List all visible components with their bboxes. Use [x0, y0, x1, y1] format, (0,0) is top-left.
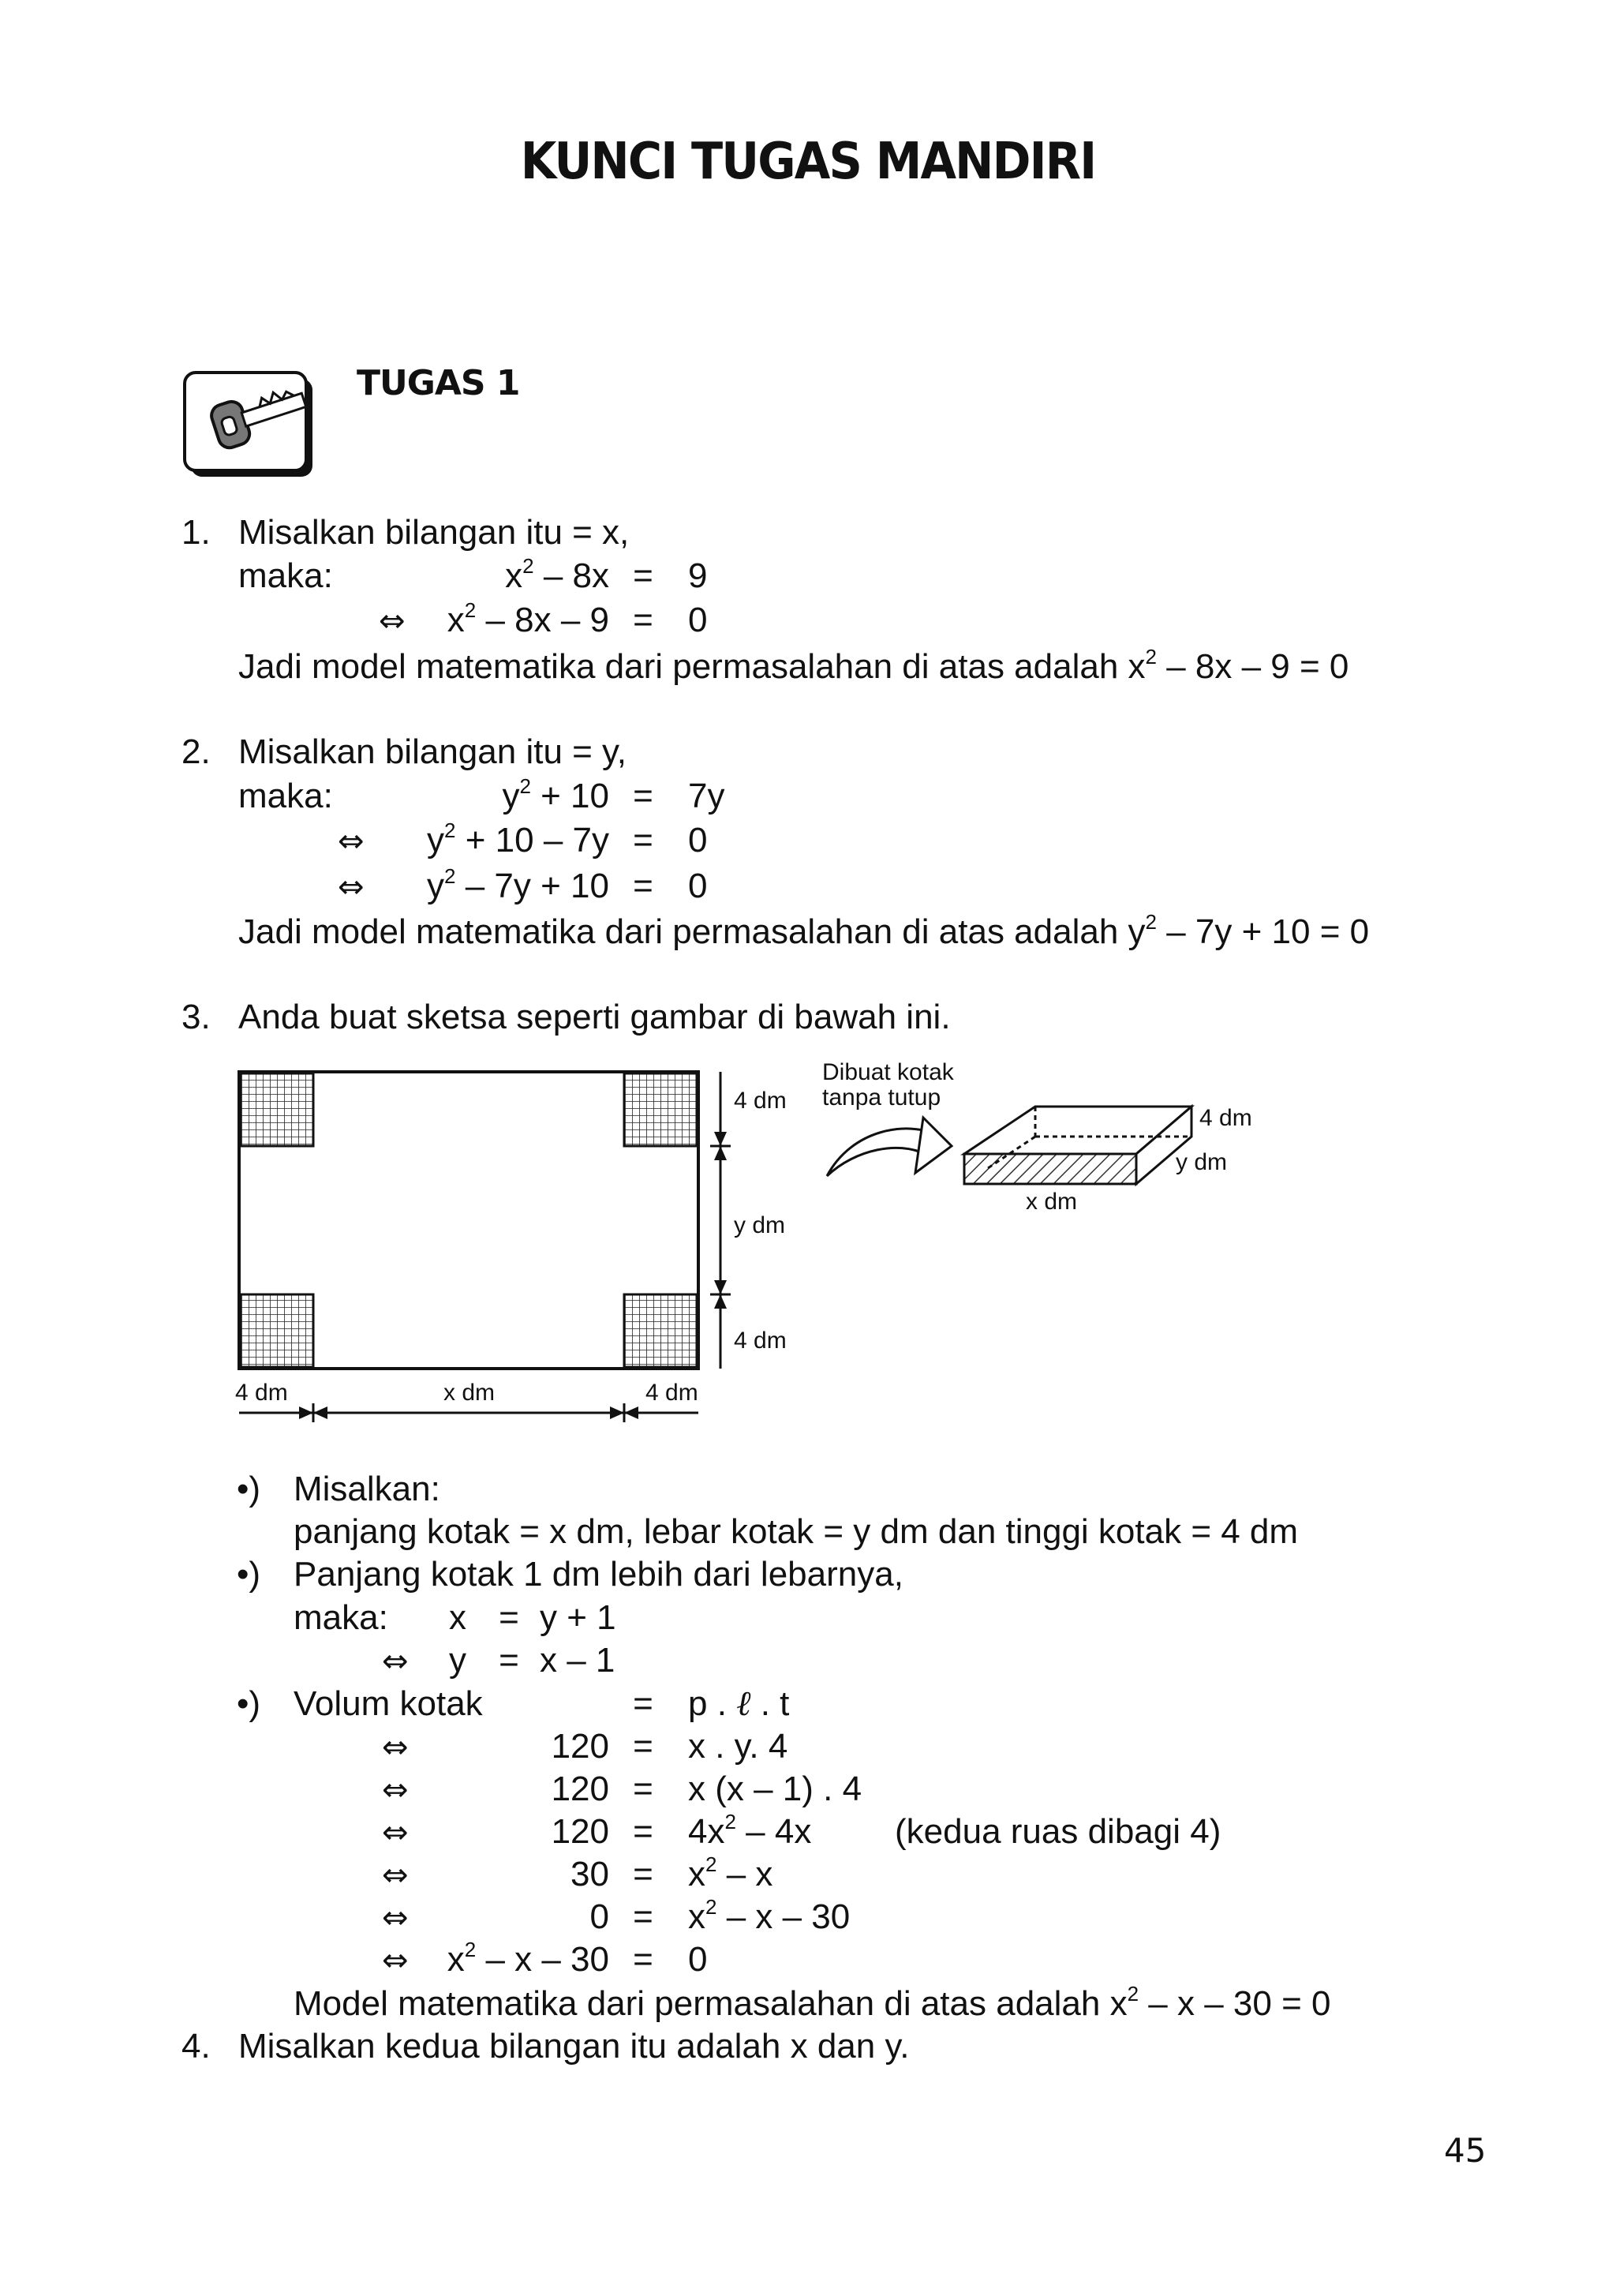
- corner-square: [624, 1294, 697, 1367]
- open-box: [964, 1107, 1191, 1184]
- label-bottom-height: 4 dm: [734, 1328, 787, 1354]
- q1-row1-rhs: 9: [688, 556, 708, 595]
- b2-row1-eq: =: [499, 1598, 519, 1637]
- q2-conclusion: Jadi model matematika dari permasalahan di atas adalah $y^2 - 7y + 10 = 0$: [238, 910, 1370, 951]
- b3-row4-lhs: 30: [570, 1855, 609, 1893]
- q3-intro: Anda buat sketsa seperti gambar di bawah ini.: [238, 998, 951, 1036]
- q2-maka: maka:: [238, 777, 333, 815]
- label-length: x dm: [443, 1380, 496, 1406]
- b1-text: panjang kotak = x dm, lebar kotak = y dm dan tinggi kotak = 4 dm: [294, 1512, 1299, 1551]
- label-right-corner: 4 dm: [645, 1380, 698, 1406]
- b3-last-lhs: $x^2$ – x – 30: [447, 1938, 609, 1979]
- bullet-marker: •): [237, 1555, 261, 1594]
- b2-maka: maka:: [294, 1598, 388, 1637]
- b3-first-eq: =: [633, 1684, 653, 1723]
- q2-row3-lhs: $y^2 - 7y + 10$: [427, 864, 609, 905]
- corner-square: [241, 1294, 313, 1367]
- box-label-height: 4 dm: [1199, 1105, 1252, 1131]
- q4-text: Misalkan kedua bilangan itu adalah x dan y.: [238, 2027, 910, 2066]
- iff-icon: ⇔: [382, 1942, 409, 1979]
- b3-row3-lhs: 120: [551, 1812, 609, 1851]
- q2-row2-lhs: $y^2 + 10 - 7y$: [427, 818, 609, 860]
- iff-icon: ⇔: [338, 869, 365, 905]
- corner-square: [241, 1073, 313, 1146]
- b3-row1-rhs: x . y. 4: [688, 1727, 788, 1766]
- q3-number: 3.: [181, 998, 211, 1036]
- b3-last-eq: =: [633, 1940, 653, 1979]
- b3-row4-eq: =: [633, 1855, 653, 1893]
- b2-row1-lhs: x: [449, 1598, 466, 1637]
- iff-icon: ⇔: [382, 1772, 409, 1808]
- bullet-marker: •): [237, 1470, 261, 1508]
- q4-number: 4.: [181, 2027, 211, 2066]
- q1-maka: maka:: [238, 556, 333, 595]
- corner-square: [624, 1073, 697, 1146]
- b2-row2-eq: =: [499, 1641, 519, 1680]
- b3-row1-eq: =: [633, 1727, 653, 1766]
- q1-number: 1.: [181, 513, 211, 552]
- b3-row3-eq: =: [633, 1812, 653, 1851]
- q1-row1-eq: =: [633, 556, 653, 595]
- b3-row4-rhs: $x^2$ – x: [688, 1852, 773, 1893]
- b2-row1-rhs: y + 1: [540, 1598, 616, 1637]
- iff-icon: ⇔: [338, 823, 365, 860]
- b3-row1-lhs: 120: [551, 1727, 609, 1766]
- b3-title: Volum kotak: [294, 1684, 483, 1723]
- b3-row5-rhs: $x^2$ – x – 30: [688, 1895, 851, 1936]
- b3-last-rhs: 0: [688, 1940, 708, 1979]
- q1-row2-rhs: 0: [688, 601, 708, 639]
- b3-row5-lhs: 0: [589, 1897, 609, 1936]
- b3-row2-rhs: x (x – 1) . 4: [688, 1770, 862, 1808]
- b2-title: Panjang kotak 1 dm lebih dari lebarnya,: [294, 1555, 903, 1594]
- q1-intro: Misalkan bilangan itu = x,: [238, 513, 630, 552]
- q2-row3-rhs: 0: [688, 867, 708, 905]
- q2-number: 2.: [181, 732, 211, 771]
- q2-row1-rhs: 7y: [688, 777, 725, 815]
- b3-first-rhs: p . ℓ . t: [688, 1684, 790, 1724]
- b3-row3-note: (kedua ruas dibagi 4): [895, 1812, 1221, 1851]
- q2-row1-lhs: $y^2 + 10$: [502, 774, 609, 815]
- section-heading: TUGAS 1: [357, 363, 520, 403]
- b3-row2-eq: =: [633, 1770, 653, 1808]
- b2-row2-lhs: y: [449, 1641, 466, 1680]
- b3-row3-rhs: $4x^2 - 4x$: [688, 1810, 812, 1851]
- caption-line-2: tanpa tutup: [822, 1084, 941, 1111]
- q2-row2-rhs: 0: [688, 821, 708, 860]
- label-width: y dm: [734, 1212, 786, 1238]
- b3-row2-lhs: 120: [551, 1770, 609, 1808]
- q1-row2-eq: =: [633, 601, 653, 639]
- q2-row2-eq: =: [633, 821, 653, 860]
- iff-icon: ⇔: [382, 1815, 409, 1851]
- b2-row2-rhs: x – 1: [540, 1641, 615, 1680]
- iff-icon: ⇔: [382, 1857, 409, 1893]
- b1-title: Misalkan:: [294, 1470, 440, 1508]
- b3-row5-eq: =: [633, 1897, 653, 1936]
- q3-conclusion: Model matematika dari permasalahan di atas adalah $x^2 - x - 30 = 0$: [294, 1982, 1331, 2023]
- q2-row1-eq: =: [633, 777, 653, 815]
- iff-icon: ⇔: [379, 603, 406, 639]
- label-left-corner: 4 dm: [235, 1380, 288, 1406]
- q1-conclusion: Jadi model matematika dari permasalahan di atas adalah $x^2 - 8x - 9 = 0$: [238, 645, 1349, 686]
- iff-icon: ⇔: [382, 1900, 409, 1936]
- q2-intro: Misalkan bilangan itu = y,: [238, 732, 627, 771]
- bullet-marker: •): [237, 1684, 261, 1723]
- iff-icon: ⇔: [382, 1729, 409, 1766]
- label-top-height: 4 dm: [734, 1088, 787, 1114]
- caption-line-1: Dibuat kotak: [822, 1059, 954, 1085]
- q1-row1-lhs: $x^2 - 8x$: [505, 554, 609, 595]
- page-title: KUNCI TUGAS MANDIRI: [520, 133, 1096, 191]
- q1-row2-lhs: $x^2 - 8x - 9$: [447, 598, 609, 639]
- box-label-width: y dm: [1176, 1149, 1228, 1175]
- iff-icon: ⇔: [382, 1643, 409, 1680]
- box-label-length: x dm: [1026, 1189, 1078, 1215]
- page-number: 45: [1444, 2131, 1487, 2170]
- q2-row3-eq: =: [633, 867, 653, 905]
